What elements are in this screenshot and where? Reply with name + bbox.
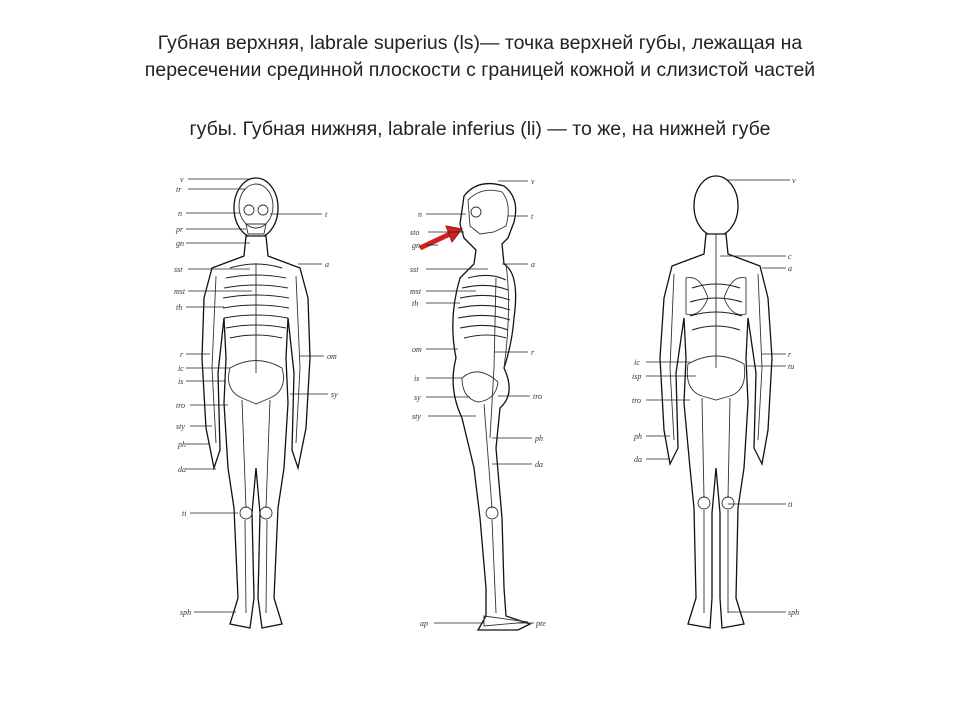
front-label-ph: ph	[178, 440, 186, 449]
front-view-figure	[160, 168, 430, 646]
side-label-tro: tro	[533, 392, 543, 401]
front-label-da: da	[178, 465, 186, 474]
front-label-is: is	[178, 377, 184, 386]
side-label-sto: sto	[410, 228, 420, 237]
front-label-t: t	[325, 210, 328, 219]
side-label-pte: pte	[536, 619, 546, 628]
back-label-sph: sph	[788, 608, 800, 617]
side-label-ph: ph	[535, 434, 543, 443]
front-label-sy: sy	[331, 390, 338, 399]
front-label-mst: mst	[174, 287, 186, 296]
front-label-n: n	[178, 209, 182, 218]
front-label-ic: ic	[178, 364, 184, 373]
front-label-sst: sst	[174, 265, 183, 274]
side-label-t: t	[531, 212, 534, 221]
back-labels-left	[632, 358, 642, 464]
front-body-outline	[202, 178, 310, 628]
front-label-r: r	[180, 350, 184, 359]
slide-title-line-1: Губная верхняя, labrale superius (ls)— точка верхней губы, лежащая на	[157, 32, 803, 54]
front-label-sph: sph	[180, 608, 192, 617]
side-label-da: da	[535, 460, 543, 469]
slide-title-line-3: губы. Губная нижняя, labrale inferius (li) — то же, на нижней губе	[189, 118, 771, 140]
side-label-is: is	[414, 374, 420, 383]
back-label-tu: tu	[788, 362, 795, 371]
back-label-ic: ic	[634, 358, 640, 367]
side-label-a: a	[531, 260, 535, 269]
back-label-da: da	[634, 455, 642, 464]
back-labels-right	[788, 176, 799, 617]
side-labels-left	[410, 210, 428, 628]
back-label-tro: tro	[632, 396, 642, 405]
back-view-drawing	[630, 168, 900, 646]
slide-title-line-2: пересечении срединной плоскости с границей кожной и слизистой частей	[144, 59, 816, 81]
side-labels-right	[531, 177, 546, 628]
front-labels-left	[174, 175, 191, 617]
side-label-gn: gn	[412, 241, 420, 250]
back-label-ph: ph	[634, 432, 642, 441]
front-label-tr: tr	[176, 185, 182, 194]
side-view-drawing	[398, 168, 668, 646]
back-view-figure	[630, 168, 900, 646]
side-label-th: th	[412, 299, 419, 308]
side-label-ap: ap	[420, 619, 428, 628]
side-label-sy: sy	[414, 393, 421, 402]
front-label-v: v	[180, 175, 184, 184]
front-label-tro: tro	[176, 401, 186, 410]
side-label-r: r	[531, 348, 535, 357]
side-view-figure	[398, 168, 668, 646]
side-label-mst: mst	[410, 287, 422, 296]
front-label-a: a	[325, 260, 329, 269]
front-label-ti: ti	[182, 509, 187, 518]
back-label-a: a	[788, 264, 792, 273]
back-label-v: v	[792, 176, 796, 185]
side-label-v: v	[531, 177, 535, 186]
front-labels-right	[325, 210, 338, 399]
front-view-drawing	[160, 168, 430, 646]
front-label-sty: sty	[176, 422, 185, 431]
front-label-om: om	[327, 352, 337, 361]
back-label-r: r	[788, 350, 792, 359]
front-label-pr: pr	[176, 225, 184, 234]
back-label-isp: isp	[632, 372, 642, 381]
front-label-gn: gn	[176, 239, 184, 248]
side-label-om: om	[412, 345, 422, 354]
side-label-sst: sst	[410, 265, 419, 274]
back-label-c: c	[788, 252, 792, 261]
front-label-th: th	[176, 303, 183, 312]
back-label-ti: ti	[788, 500, 793, 509]
side-label-n: n	[418, 210, 422, 219]
side-label-sty: sty	[412, 412, 421, 421]
